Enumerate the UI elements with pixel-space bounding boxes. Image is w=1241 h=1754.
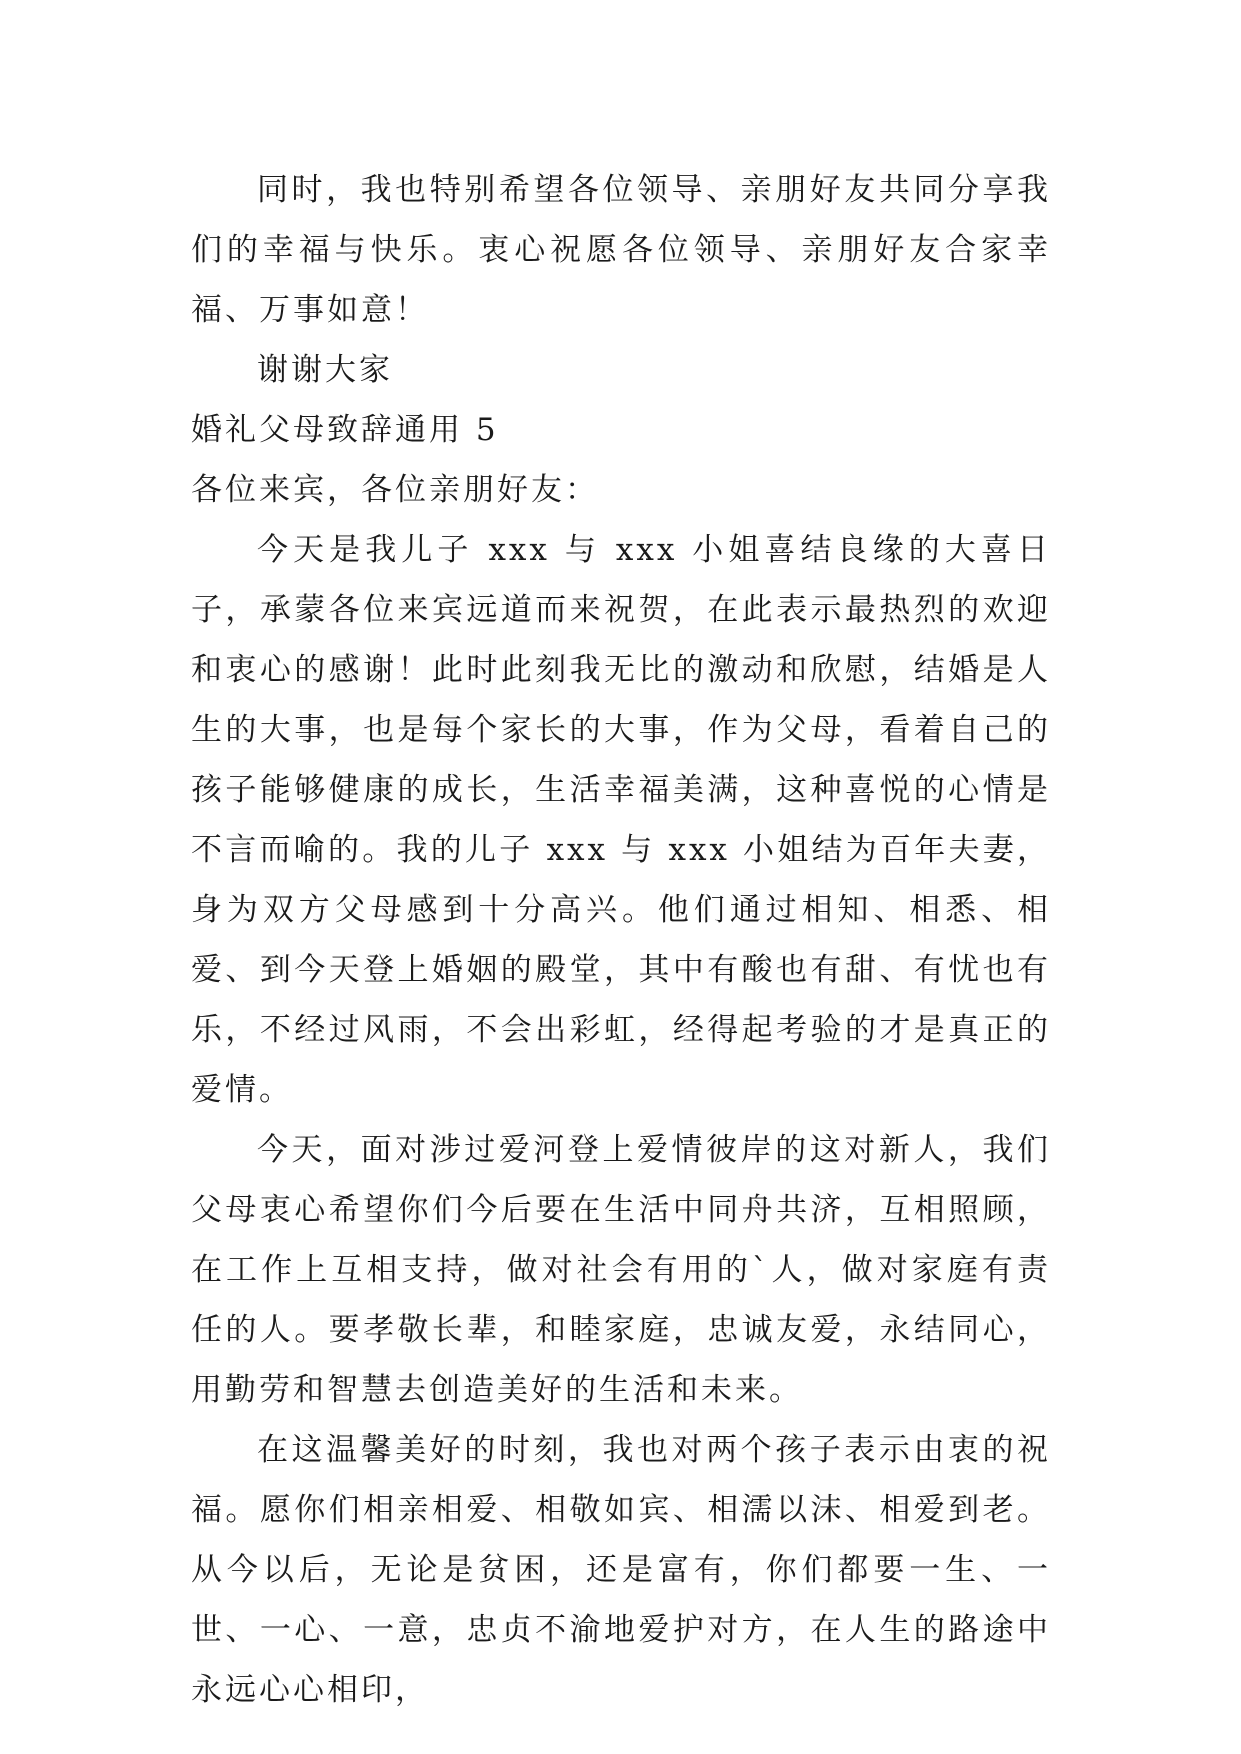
closing-wishes-paragraph: 同时，我也特别希望各位领导、亲朋好友共同分享我们的幸福与快乐。衷心祝愿各位领导、亲朋好友合家幸福、万事如意！ [191, 172, 1051, 328]
salutation: 各位来宾，各位亲朋好友： [191, 472, 599, 508]
thanks-line: 谢谢大家 [257, 352, 393, 388]
section-heading: 婚礼父母致辞通用 5 [191, 412, 499, 448]
wedding-welcome-paragraph: 今天是我儿子 xxx 与 xxx 小姐喜结良缘的大喜日子，承蒙各位来宾远道而来祝贺，在此表示最热烈的欢迎和衷心的感谢！此时此刻我无比的激动和欣慰，结婚是人生的大事，也是每个家长的大事，作为父母，看着自己的孩子能够健康的成长，生活幸福美满，这种喜悦的心情是不言而喻的。我的儿子 xxx 与 xxx 小姐结为百年夫妻，身为双方父母感到十分高兴。他们通过相知、相悉、相爱、到今天登上婚姻的殿堂，其中有酸也有甜、有忧也有乐，不经过风雨，不会出彩虹，经得起考验的才是真正的爱情。 [191, 532, 1051, 1108]
blessing-paragraph: 在这温馨美好的时刻，我也对两个孩子表示由衷的祝福。愿你们相亲相爱、相敬如宾、相濡以沫、相爱到老。从今以后，无论是贫困，还是富有，你们都要一生、一世、一心、一意，忠贞不渝地爱护对方，在人生的路途中永远心心相印， [191, 1432, 1051, 1708]
parents-hope-paragraph: 今天，面对涉过爱河登上爱情彼岸的这对新人，我们父母衷心希望你们今后要在生活中同舟共济，互相照顾，在工作上互相支持，做对社会有用的`人，做对家庭有责任的人。要孝敬长辈，和睦家庭，忠诚友爱，永结同心，用勤劳和智慧去创造美好的生活和未来。 [191, 1132, 1051, 1408]
document-body [191, 160, 1051, 1720]
